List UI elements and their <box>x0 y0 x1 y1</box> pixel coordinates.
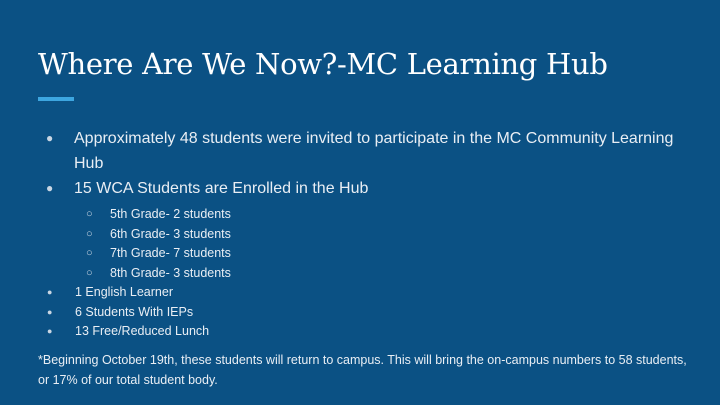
bullet-icon: ● <box>46 131 54 145</box>
bullet-icon: ● <box>46 181 54 195</box>
bullet-text: 1 English Learner <box>75 285 173 299</box>
list-item <box>38 176 698 201</box>
hollow-bullet-icon: ○ <box>86 247 93 259</box>
list-item <box>38 283 698 303</box>
bullet-text: 15 WCA Students are Enrolled in the Hub <box>74 180 369 197</box>
hollow-bullet-icon: ○ <box>86 266 93 279</box>
list-item <box>38 244 698 264</box>
bullet-icon: ● <box>47 287 53 297</box>
bullet-icon: ● <box>47 326 53 336</box>
list-item <box>38 303 698 323</box>
slide-title: Where Are We Now?-MC Learning Hub <box>38 47 608 81</box>
hollow-bullet-icon: ○ <box>86 208 93 220</box>
list-item <box>38 322 698 342</box>
sub-bullet-text: 5th Grade- 2 students <box>110 207 231 221</box>
list-item <box>38 126 698 176</box>
list-item <box>38 264 698 284</box>
footnote: *Beginning October 19th, these students will return to campus. This will bring the on-campus numbers to 58 students, or 17% of our total student body. <box>38 353 687 387</box>
title-accent-bar <box>38 97 74 101</box>
bullet-text: 6 Students With IEPs <box>75 304 194 319</box>
bullet-list <box>38 126 698 342</box>
list-item <box>38 225 698 245</box>
bullet-text: Approximately 48 students were invited to participate in the MC Community Learning Hub <box>74 130 674 172</box>
bullet-text: 13 Free/Reduced Lunch <box>75 324 210 338</box>
grade-sub-list <box>38 205 698 283</box>
sub-bullet-text: 7th Grade- 7 students <box>110 246 231 260</box>
sub-bullet-text: 6th Grade- 3 students <box>110 226 231 241</box>
bullet-icon: ● <box>47 306 53 317</box>
list-item <box>38 205 698 225</box>
sub-bullet-text: 8th Grade- 3 students <box>110 265 231 280</box>
hollow-bullet-icon: ○ <box>86 227 93 240</box>
